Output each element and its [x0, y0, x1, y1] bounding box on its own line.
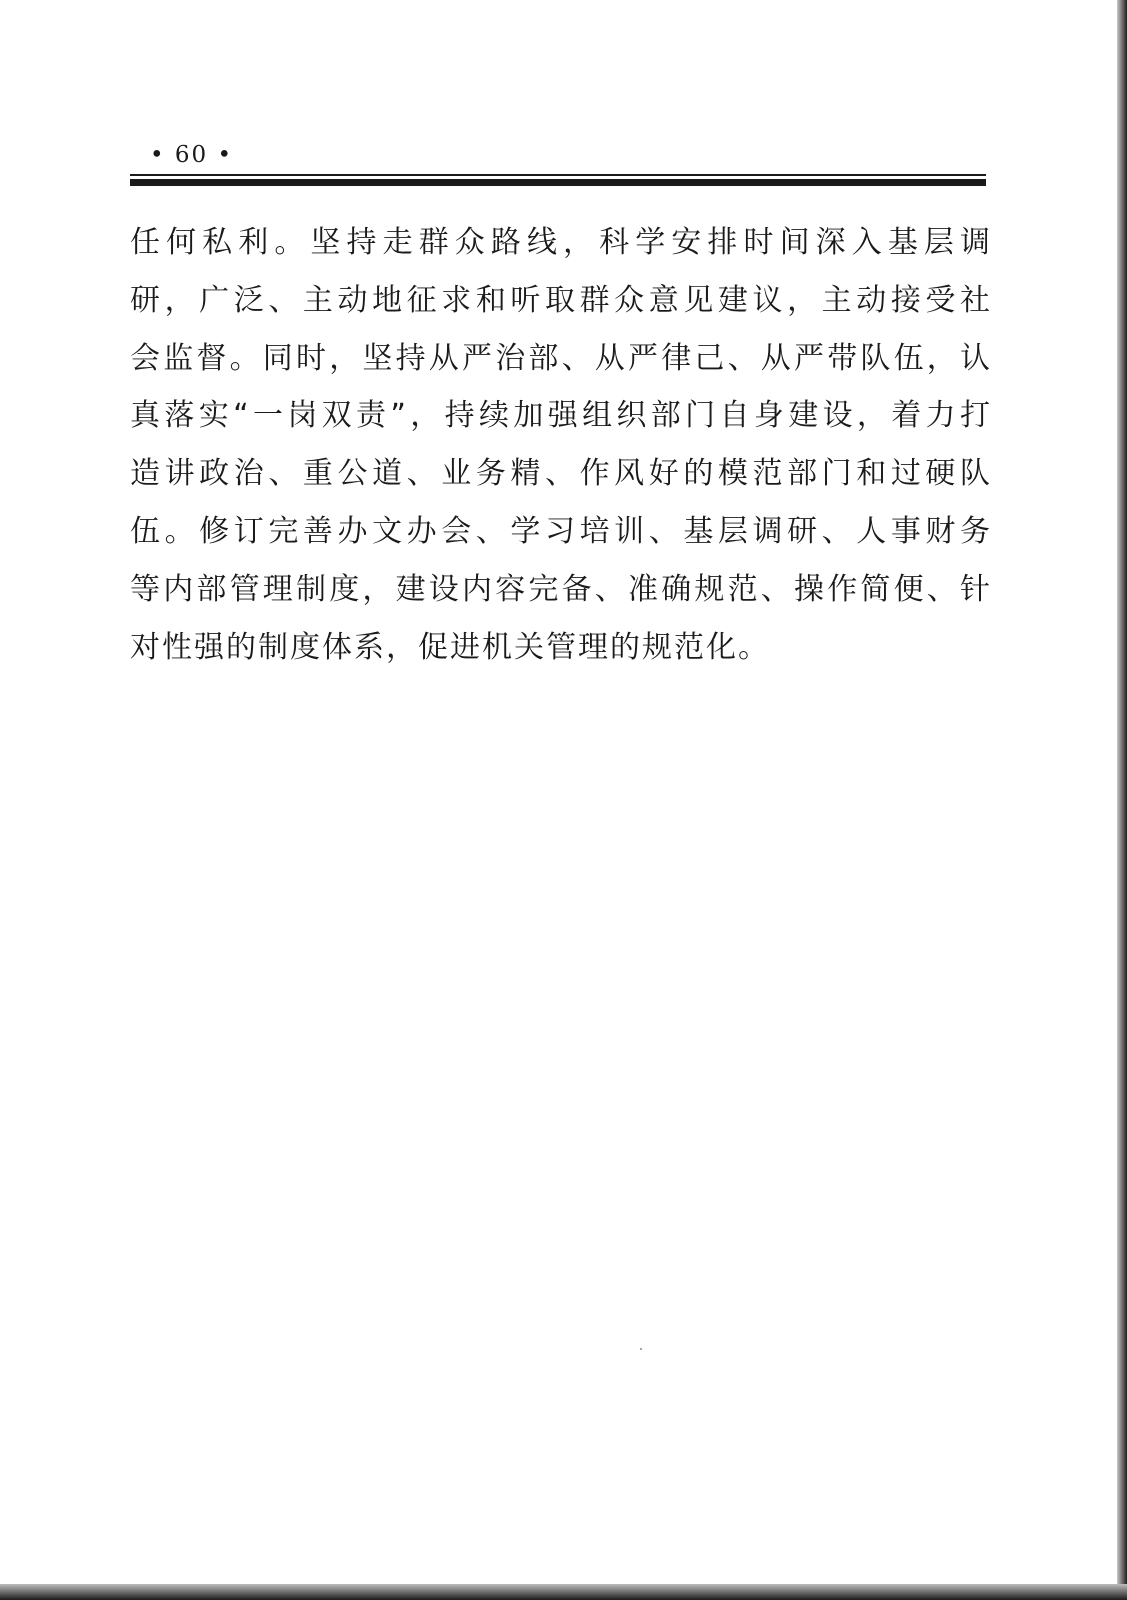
- body-paragraph: [130, 214, 990, 676]
- page-header: [130, 140, 986, 186]
- paragraph-line: 任何私利。坚持走群众路线，科学安排时间深入基层调: [130, 225, 990, 260]
- scan-edge-right: [1117, 0, 1127, 1600]
- page-number: • 60 •: [150, 142, 234, 168]
- header-rule-thin: [130, 174, 986, 176]
- paragraph-line: 研，广泛、主动地征求和听取群众意见建议，主动接受社: [130, 282, 990, 318]
- paragraph-line: 伍。修订完善办文办会、学习培训、基层调研、人事财务: [130, 513, 990, 549]
- paragraph-line: 会监督。同时，坚持从严治部、从严律己、从严带队伍，认: [130, 340, 990, 376]
- paragraph-line: 造讲政治、重公道、业务精、作风好的模范部门和过硬队: [130, 456, 990, 492]
- paragraph-line-last: 对性强的制度体系，促进机关管理的规范化。: [130, 629, 770, 665]
- paragraph-line: 等内部管理制度，建设内容完备、准确规范、操作简便、针: [130, 571, 990, 607]
- paragraph-line: 真落实“一岗双责”，持续加强组织部门自身建设，着力打: [130, 398, 990, 434]
- header-rule-thick: [130, 179, 986, 186]
- scan-edge-bottom: [0, 1584, 1127, 1600]
- scan-speck: [640, 1348, 642, 1350]
